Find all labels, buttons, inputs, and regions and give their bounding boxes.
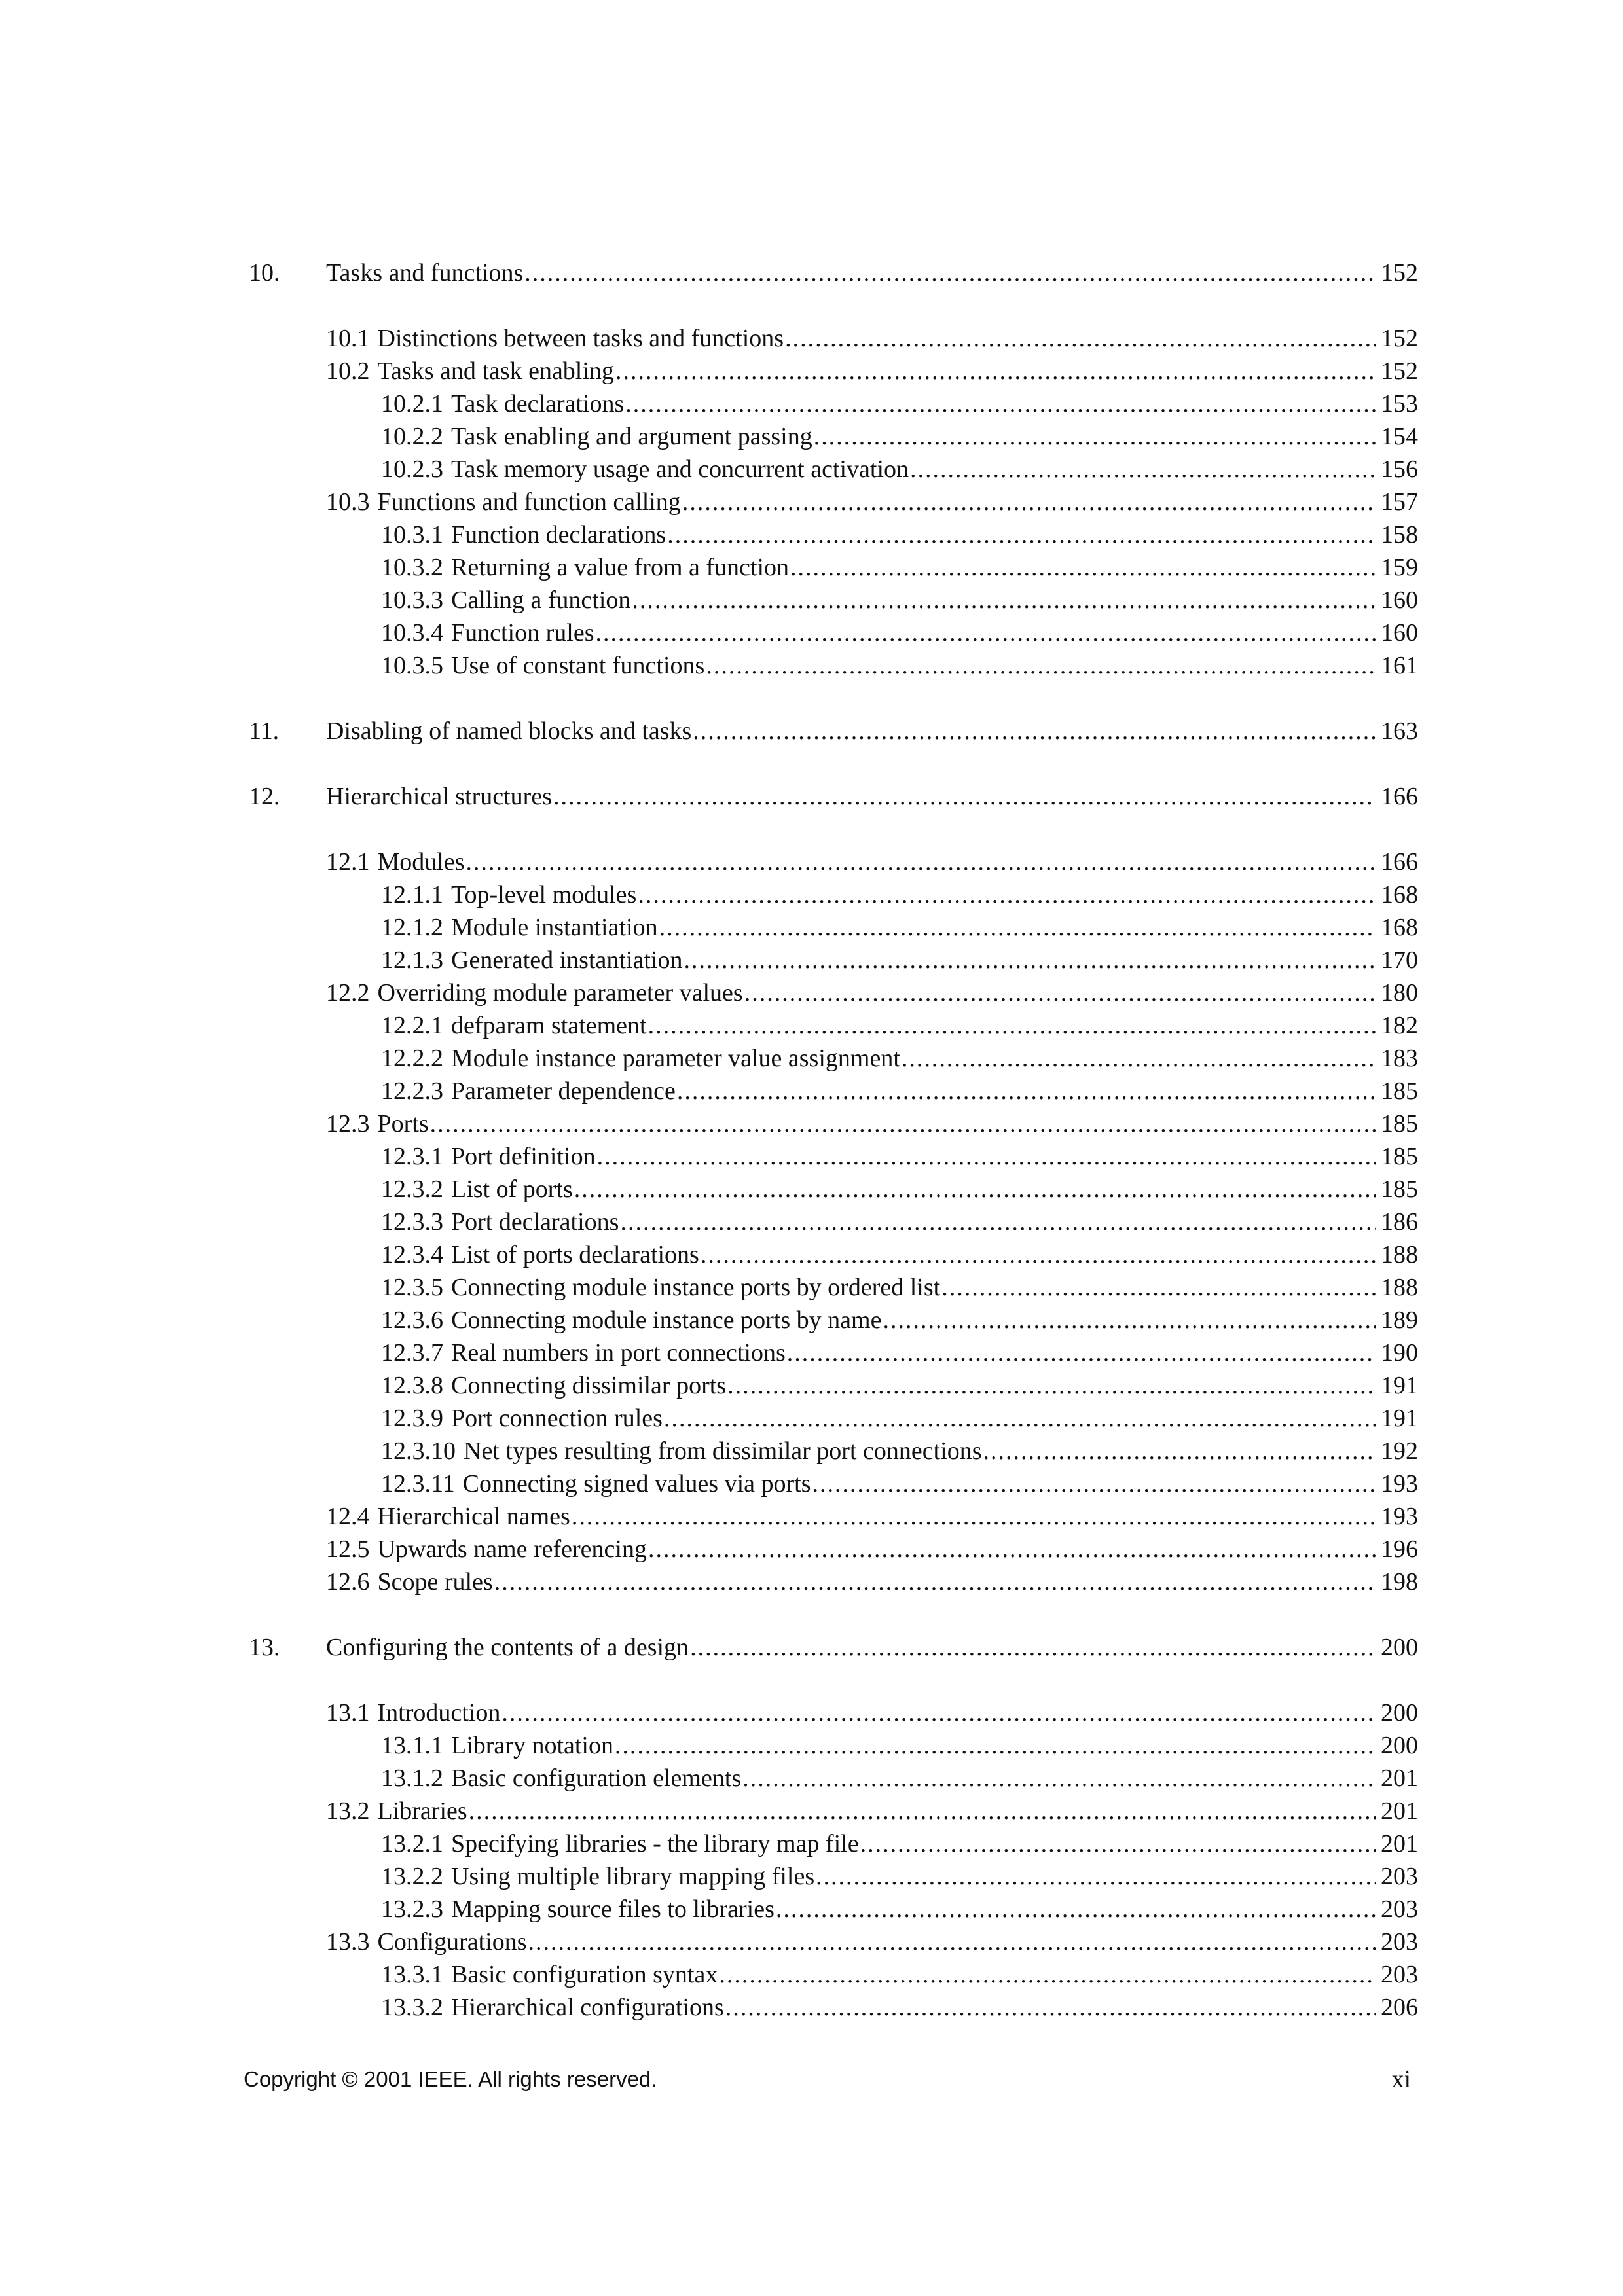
toc-section-entry[interactable] [249, 1533, 1418, 1566]
toc-page-number: 152 [1381, 325, 1418, 352]
toc-page-number: 203 [1381, 1863, 1418, 1890]
toc-page-number: 166 [1381, 783, 1418, 810]
toc-chapter-number: 12. [249, 783, 280, 810]
toc-entry-title: Connecting dissimilar ports [451, 1372, 727, 1399]
toc-section-number: 10.3.4 [381, 619, 443, 647]
toc-page-number: 185 [1381, 1175, 1418, 1203]
table-of-contents [249, 257, 1418, 2024]
toc-page-number: 198 [1381, 1568, 1418, 1596]
toc-entry-title: Generated instantiation [451, 946, 683, 974]
toc-section-number: 13.2.3 [381, 1895, 443, 1923]
toc-page-number: 180 [1381, 979, 1418, 1007]
toc-leader-dots [693, 715, 1376, 747]
toc-subsection-entry[interactable] [249, 420, 1418, 453]
toc-leader-dots [615, 355, 1376, 387]
toc-entry-title: Port definition [451, 1143, 596, 1170]
toc-page-number: 185 [1381, 1143, 1418, 1170]
toc-page-number: 203 [1381, 1895, 1418, 1923]
toc-section-entry[interactable] [249, 1500, 1418, 1533]
toc-page-number: 170 [1381, 946, 1418, 974]
toc-leader-dots [625, 387, 1376, 420]
toc-section-number: 10.2 [326, 357, 370, 385]
toc-section-number: 13.1.1 [381, 1732, 443, 1759]
toc-leader-dots [572, 1500, 1376, 1533]
toc-entry-title: Port declarations [451, 1208, 619, 1236]
toc-page-number: 193 [1381, 1503, 1418, 1530]
toc-section-entry[interactable] [249, 355, 1418, 387]
toc-entry-title: Module instantiation [451, 914, 658, 941]
toc-subsection-entry[interactable] [249, 1435, 1418, 1467]
toc-page-number: 156 [1381, 456, 1418, 483]
toc-section-number: 12.2.3 [381, 1077, 443, 1105]
toc-leader-dots [719, 1958, 1376, 1991]
toc-entry-title: Task memory usage and concurrent activation [451, 456, 909, 483]
toc-section-number: 13.3 [326, 1928, 370, 1956]
toc-page-number: 154 [1381, 423, 1418, 450]
toc-section-number: 10.3.5 [381, 652, 443, 679]
toc-section-number: 12.3.1 [381, 1143, 443, 1170]
toc-page-number: 201 [1381, 1765, 1418, 1792]
toc-entry-title: Functions and function calling [377, 488, 681, 516]
toc-entry-title: Task enabling and argument passing [451, 423, 812, 450]
toc-section-number: 12.3.3 [381, 1208, 443, 1236]
toc-section-number: 12.6 [326, 1568, 370, 1596]
toc-leader-dots [816, 1860, 1376, 1893]
toc-page-number: 168 [1381, 914, 1418, 941]
toc-entry-title: Using multiple library mapping files [451, 1863, 815, 1890]
toc-section-number: 12.2 [326, 979, 370, 1007]
toc-page-number: 157 [1381, 488, 1418, 516]
toc-section-number: 12.2.1 [381, 1012, 443, 1039]
toc-leader-dots [883, 1304, 1376, 1336]
toc-leader-dots [466, 846, 1376, 878]
toc-leader-dots [812, 1467, 1376, 1500]
toc-page-number: 183 [1381, 1045, 1418, 1072]
toc-page-number: 193 [1381, 1470, 1418, 1498]
toc-page-number: 188 [1381, 1274, 1418, 1301]
toc-subsection-entry[interactable] [249, 1827, 1418, 1860]
toc-section-number: 12.5 [326, 1535, 370, 1563]
toc-section-number: 10.2.2 [381, 423, 443, 450]
toc-subsection-entry[interactable] [249, 1271, 1418, 1304]
toc-subsection-entry[interactable] [249, 649, 1418, 682]
toc-page-number: 163 [1381, 717, 1418, 745]
toc-section-entry[interactable] [249, 977, 1418, 1009]
toc-leader-dots [620, 1206, 1376, 1238]
toc-page-number: 182 [1381, 1012, 1418, 1039]
toc-entry-title: Basic configuration syntax [451, 1961, 718, 1988]
toc-section-entry[interactable] [249, 1795, 1418, 1827]
toc-leader-dots [664, 1402, 1376, 1435]
toc-leader-dots [667, 518, 1376, 551]
toc-subsection-entry[interactable] [249, 944, 1418, 977]
toc-section-number: 10.2.3 [381, 456, 443, 483]
toc-chapter-number: 13. [249, 1634, 280, 1661]
toc-section-number: 13.1.2 [381, 1765, 443, 1792]
toc-entry-title: Disabling of named blocks and tasks [326, 717, 692, 745]
toc-leader-dots [787, 1336, 1376, 1369]
toc-section-entry[interactable] [249, 1107, 1418, 1140]
toc-page-number: 152 [1381, 259, 1418, 287]
toc-page-number: 158 [1381, 521, 1418, 548]
toc-leader-dots [742, 1762, 1376, 1795]
toc-subsection-entry[interactable] [249, 878, 1418, 911]
toc-section-number: 12.3.7 [381, 1339, 443, 1367]
toc-page-number: 192 [1381, 1437, 1418, 1465]
toc-leader-dots [682, 486, 1376, 518]
toc-page-number: 153 [1381, 390, 1418, 418]
toc-subsection-entry[interactable] [249, 551, 1418, 584]
toc-leader-dots [553, 780, 1376, 813]
toc-subsection-entry[interactable] [249, 584, 1418, 617]
toc-entry-title: Function rules [451, 619, 594, 647]
toc-entry-title: Function declarations [451, 521, 666, 548]
toc-section-number: 10.2.1 [381, 390, 443, 418]
toc-entry-title: Connecting signed values via ports [462, 1470, 811, 1498]
toc-leader-dots [659, 911, 1376, 944]
toc-entry-title: Parameter dependence [451, 1077, 676, 1105]
toc-page-number: 188 [1381, 1241, 1418, 1268]
toc-chapter-number: 11. [249, 717, 280, 745]
toc-page-number: 152 [1381, 357, 1418, 385]
toc-subsection-entry[interactable] [249, 617, 1418, 649]
toc-page-number: 160 [1381, 586, 1418, 614]
page-number: xi [1391, 2066, 1411, 2093]
toc-entry-title: Real numbers in port connections [451, 1339, 786, 1367]
toc-subsection-entry[interactable] [249, 911, 1418, 944]
toc-page-number: 185 [1381, 1077, 1418, 1105]
toc-subsection-entry[interactable] [249, 1075, 1418, 1107]
toc-section-number: 12.1.1 [381, 881, 443, 908]
toc-section-number: 12.1.2 [381, 914, 443, 941]
toc-entry-title: Specifying libraries - the library map file [451, 1830, 859, 1857]
toc-chapter-entry[interactable] [249, 257, 1418, 289]
toc-page-number: 196 [1381, 1535, 1418, 1563]
toc-entry-title: Hierarchical configurations [451, 1994, 724, 2021]
toc-subsection-entry[interactable] [249, 1762, 1418, 1795]
toc-section-number: 13.1 [326, 1699, 370, 1727]
toc-page-number: 190 [1381, 1339, 1418, 1367]
toc-section-entry[interactable] [249, 846, 1418, 878]
toc-page-number: 201 [1381, 1830, 1418, 1857]
toc-entry-title: Hierarchical names [377, 1503, 570, 1530]
toc-leader-dots [595, 617, 1376, 649]
toc-entry-title: Top-level modules [451, 881, 637, 908]
toc-chapter-number: 10. [249, 259, 280, 287]
toc-subsection-entry[interactable] [249, 1009, 1418, 1042]
toc-subsection-entry[interactable] [249, 1140, 1418, 1173]
toc-entry-title: Connecting module instance ports by ordered list [451, 1274, 941, 1301]
toc-subsection-entry[interactable] [249, 1893, 1418, 1926]
toc-leader-dots [776, 1893, 1376, 1926]
toc-leader-dots [501, 1696, 1376, 1729]
toc-entry-title: Basic configuration elements [451, 1765, 742, 1792]
toc-page-number: 200 [1381, 1732, 1418, 1759]
toc-leader-dots [469, 1795, 1376, 1827]
toc-section-number: 10.3.3 [381, 586, 443, 614]
toc-page-number: 191 [1381, 1405, 1418, 1432]
toc-chapter-entry[interactable] [249, 715, 1418, 747]
toc-page-number: 203 [1381, 1961, 1418, 1988]
toc-subsection-entry[interactable] [249, 1991, 1418, 2024]
toc-leader-dots [910, 453, 1376, 486]
toc-entry-title: Use of constant functions [451, 652, 705, 679]
toc-entry-title: Returning a value from a function [451, 554, 790, 581]
toc-entry-title: Scope rules [377, 1568, 493, 1596]
toc-leader-dots [430, 1107, 1376, 1140]
toc-entry-title: Ports [377, 1110, 429, 1138]
toc-section-number: 10.3.1 [381, 521, 443, 548]
toc-entry-title: List of ports declarations [451, 1241, 699, 1268]
toc-section-number: 10.3.2 [381, 554, 443, 581]
toc-page-number: 189 [1381, 1306, 1418, 1334]
toc-leader-dots [494, 1566, 1376, 1598]
toc-page-number: 191 [1381, 1372, 1418, 1399]
toc-section-number: 10.3 [326, 488, 370, 516]
toc-leader-dots [725, 1991, 1376, 2024]
toc-section-number: 13.2 [326, 1797, 370, 1825]
toc-section-number: 12.3 [326, 1110, 370, 1138]
toc-section-number: 13.2.2 [381, 1863, 443, 1890]
toc-subsection-entry[interactable] [249, 1369, 1418, 1402]
toc-section-entry[interactable] [249, 1696, 1418, 1729]
toc-entry-title: Distinctions between tasks and functions [377, 325, 784, 352]
toc-leader-dots [790, 551, 1376, 584]
toc-section-number: 12.3.11 [381, 1470, 455, 1498]
toc-section-number: 12.4 [326, 1503, 370, 1530]
toc-entry-title: Configuring the contents of a design [326, 1634, 689, 1661]
toc-section-number: 12.3.6 [381, 1306, 443, 1334]
toc-subsection-entry[interactable] [249, 1173, 1418, 1206]
toc-leader-dots [814, 420, 1376, 453]
toc-entry-title: Hierarchical structures [326, 783, 552, 810]
toc-section-number: 12.1 [326, 848, 370, 876]
toc-subsection-entry[interactable] [249, 1206, 1418, 1238]
toc-entry-title: Introduction [377, 1699, 501, 1727]
toc-leader-dots [648, 1009, 1376, 1042]
toc-entry-title: Tasks and task enabling [377, 357, 614, 385]
toc-section-entry[interactable] [249, 1566, 1418, 1598]
toc-entry-title: Module instance parameter value assignment [451, 1045, 900, 1072]
toc-page-number: 201 [1381, 1797, 1418, 1825]
toc-section-entry[interactable] [249, 1926, 1418, 1958]
toc-entry-title: Calling a function [451, 586, 631, 614]
toc-entry-title: Mapping source files to libraries [451, 1895, 775, 1923]
toc-section-number: 12.3.9 [381, 1405, 443, 1432]
toc-leader-dots [615, 1729, 1376, 1762]
toc-leader-dots [902, 1042, 1376, 1075]
toc-leader-dots [524, 257, 1376, 289]
toc-leader-dots [638, 878, 1376, 911]
toc-leader-dots [690, 1631, 1376, 1664]
toc-section-number: 12.2.2 [381, 1045, 443, 1072]
toc-entry-title: Tasks and functions [326, 259, 524, 287]
toc-leader-dots [701, 1238, 1376, 1271]
toc-leader-dots [528, 1926, 1376, 1958]
toc-section-number: 12.3.5 [381, 1274, 443, 1301]
toc-section-number: 10.1 [326, 325, 370, 352]
toc-subsection-entry[interactable] [249, 1729, 1418, 1762]
toc-section-number: 12.1.3 [381, 946, 443, 974]
toc-section-number: 12.3.2 [381, 1175, 443, 1203]
toc-subsection-entry[interactable] [249, 1238, 1418, 1271]
toc-entry-title: Overriding module parameter values [377, 979, 743, 1007]
toc-page-number: 166 [1381, 848, 1418, 876]
toc-section-number: 13.2.1 [381, 1830, 443, 1857]
toc-page-number: 159 [1381, 554, 1418, 581]
toc-entry-title: Modules [377, 848, 465, 876]
toc-page-number: 160 [1381, 619, 1418, 647]
toc-subsection-entry[interactable] [249, 387, 1418, 420]
toc-page-number: 206 [1381, 1994, 1418, 2021]
toc-subsection-entry[interactable] [249, 453, 1418, 486]
toc-subsection-entry[interactable] [249, 1304, 1418, 1336]
toc-leader-dots [744, 977, 1376, 1009]
toc-page-number: 203 [1381, 1928, 1418, 1956]
toc-entry-title: Configurations [377, 1928, 527, 1956]
toc-leader-dots [677, 1075, 1376, 1107]
toc-page-number: 200 [1381, 1699, 1418, 1727]
toc-section-number: 12.3.8 [381, 1372, 443, 1399]
toc-entry-title: Libraries [377, 1797, 467, 1825]
toc-entry-title: Library notation [451, 1732, 613, 1759]
toc-subsection-entry[interactable] [249, 1958, 1418, 1991]
toc-subsection-entry[interactable] [249, 1467, 1418, 1500]
copyright-notice: Copyright © 2001 IEEE. All rights reserved. [244, 2067, 657, 2091]
toc-entry-title: Port connection rules [451, 1405, 663, 1432]
toc-leader-dots [574, 1173, 1376, 1206]
toc-leader-dots [860, 1827, 1376, 1860]
toc-entry-title: defparam statement [451, 1012, 647, 1039]
toc-leader-dots [983, 1435, 1376, 1467]
toc-chapter-entry[interactable] [249, 1631, 1418, 1664]
toc-page-number: 186 [1381, 1208, 1418, 1236]
toc-section-number: 12.3.10 [381, 1437, 456, 1465]
toc-section-entry[interactable] [249, 322, 1418, 355]
toc-page-number: 200 [1381, 1634, 1418, 1661]
toc-entry-title: Upwards name referencing [377, 1535, 647, 1563]
toc-leader-dots [632, 584, 1376, 617]
toc-subsection-entry[interactable] [249, 1860, 1418, 1893]
toc-leader-dots [706, 649, 1376, 682]
toc-page-number: 161 [1381, 652, 1418, 679]
toc-leader-dots [684, 944, 1376, 977]
toc-subsection-entry[interactable] [249, 1336, 1418, 1369]
toc-entry-title: Connecting module instance ports by name [451, 1306, 882, 1334]
toc-chapter-entry[interactable] [249, 780, 1418, 813]
toc-leader-dots [648, 1533, 1376, 1566]
toc-section-number: 13.3.1 [381, 1961, 443, 1988]
toc-page-number: 168 [1381, 881, 1418, 908]
toc-leader-dots [727, 1369, 1376, 1402]
toc-leader-dots [597, 1140, 1376, 1173]
toc-leader-dots [785, 322, 1376, 355]
toc-leader-dots [941, 1271, 1376, 1304]
toc-page-number: 185 [1381, 1110, 1418, 1138]
toc-section-number: 13.3.2 [381, 1994, 443, 2021]
toc-entry-title: Net types resulting from dissimilar port connections [464, 1437, 982, 1465]
toc-subsection-entry[interactable] [249, 1402, 1418, 1435]
toc-subsection-entry[interactable] [249, 518, 1418, 551]
toc-entry-title: List of ports [451, 1175, 573, 1203]
toc-entry-title: Task declarations [451, 390, 625, 418]
toc-section-number: 12.3.4 [381, 1241, 443, 1268]
toc-subsection-entry[interactable] [249, 1042, 1418, 1075]
toc-section-entry[interactable] [249, 486, 1418, 518]
